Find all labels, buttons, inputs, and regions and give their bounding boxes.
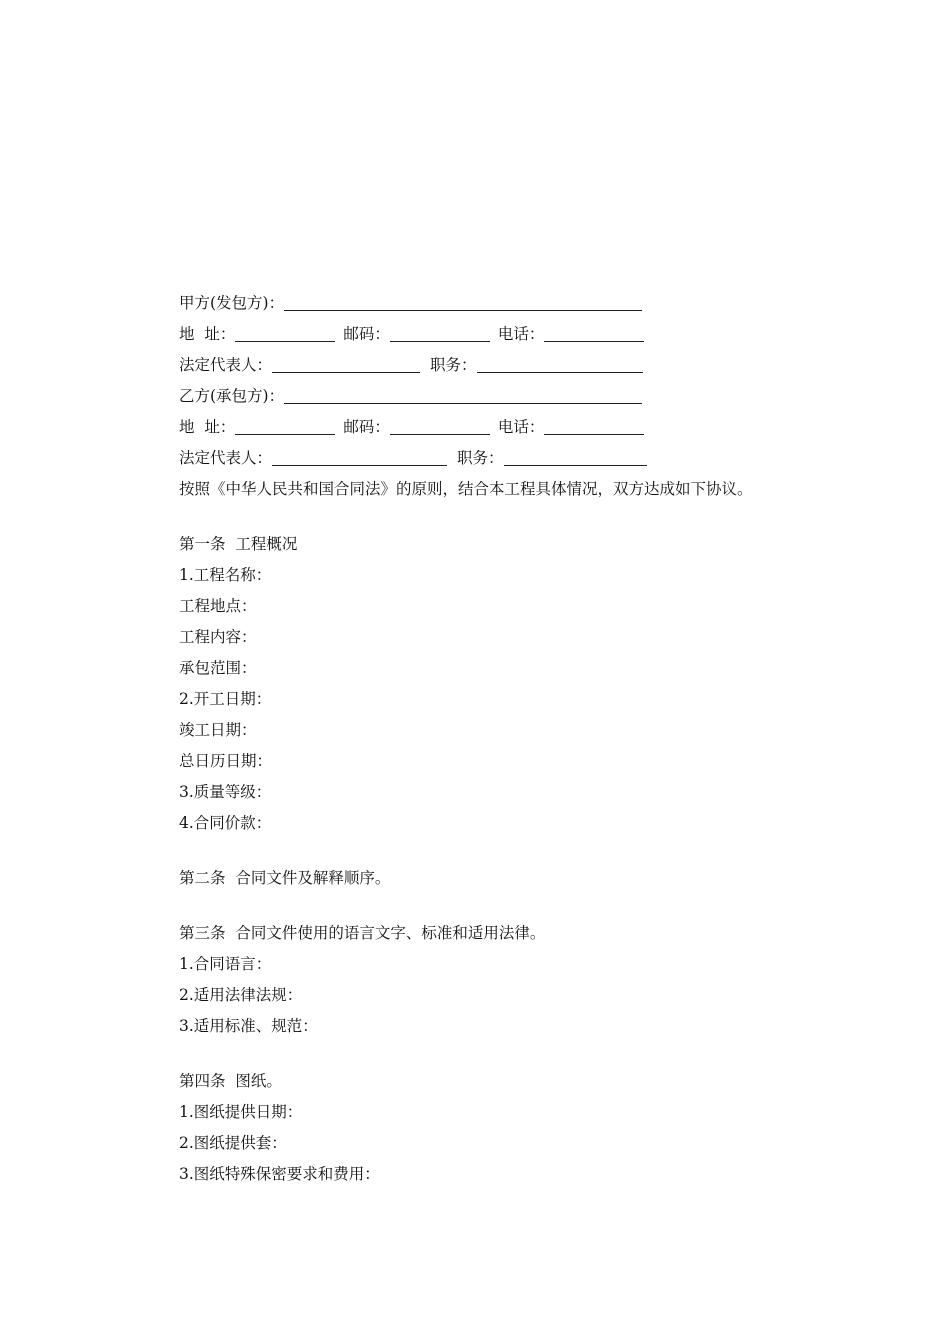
article-3-item: 2.适用法律法规：	[179, 986, 303, 1004]
article-1-item: 3.质量等级：	[179, 783, 272, 801]
article-1-item: 承包范围：	[179, 659, 257, 677]
party-a-contact-line	[179, 319, 819, 350]
article-3-item: 3.适用标准、规范：	[179, 1017, 318, 1035]
article-2-title: 第二条 合同文件及解释顺序。	[179, 869, 391, 887]
party-a-blank	[284, 292, 642, 311]
party-a-label: 甲方(发包方)：	[179, 294, 285, 312]
preamble: 按照《中华人民共和国合同法》的原则，结合本工程具体情况，双方达成如下协议。	[179, 480, 753, 498]
article-1-item: 4.合同价款：	[179, 814, 272, 832]
party-a-rep-blank	[272, 354, 420, 373]
party-a-address-label: 地 址：	[179, 325, 236, 343]
party-a-phone-label: 电话：	[497, 325, 545, 343]
party-b-postcode-label: 邮码：	[343, 418, 390, 436]
party-a-duty-blank	[477, 354, 643, 373]
party-a-line	[179, 288, 819, 319]
party-b-rep-blank	[272, 447, 447, 466]
party-b-postcode-blank	[390, 416, 490, 435]
party-b-duty-label: 职务：	[457, 449, 504, 467]
party-b-line	[179, 381, 819, 412]
party-a-rep-line	[179, 350, 819, 381]
contract-body	[179, 288, 819, 1190]
party-b-contact-line	[179, 412, 819, 443]
article-1-item: 竣工日期：	[179, 721, 257, 739]
article-4-title: 第四条 图纸。	[179, 1072, 282, 1090]
party-b-phone-blank	[544, 416, 644, 435]
party-b-duty-blank	[504, 447, 647, 466]
party-a-postcode-label: 邮码：	[343, 325, 390, 343]
article-1-title: 第一条 工程概况	[179, 535, 298, 553]
party-a-address-blank	[235, 323, 335, 342]
party-b-address-blank	[235, 416, 335, 435]
article-1-item: 1.工程名称：	[179, 566, 272, 584]
party-b-blank	[284, 385, 642, 404]
party-a-postcode-blank	[390, 323, 490, 342]
party-b-rep-line	[179, 443, 819, 474]
article-1-item: 总日历日期：	[179, 752, 273, 770]
party-b-rep-label: 法定代表人：	[179, 449, 273, 467]
party-b-phone-label: 电话：	[497, 418, 545, 436]
article-1-item: 2.开工日期：	[179, 690, 272, 708]
article-3-item: 1.合同语言：	[179, 955, 272, 973]
party-b-address-label: 地 址：	[179, 418, 236, 436]
article-4-item: 2.图纸提供套：	[179, 1134, 287, 1152]
party-b-label: 乙方(承包方)：	[179, 387, 285, 405]
article-1-item: 工程地点：	[179, 597, 257, 615]
article-3-title: 第三条 合同文件使用的语言文字、标准和适用法律。	[179, 924, 546, 942]
article-1-item: 工程内容：	[179, 628, 257, 646]
article-4-item: 1.图纸提供日期：	[179, 1103, 303, 1121]
party-a-phone-blank	[544, 323, 644, 342]
article-4-item: 3.图纸特殊保密要求和费用：	[179, 1165, 380, 1183]
party-a-duty-label: 职务：	[430, 356, 477, 374]
party-a-rep-label: 法定代表人：	[179, 356, 273, 374]
